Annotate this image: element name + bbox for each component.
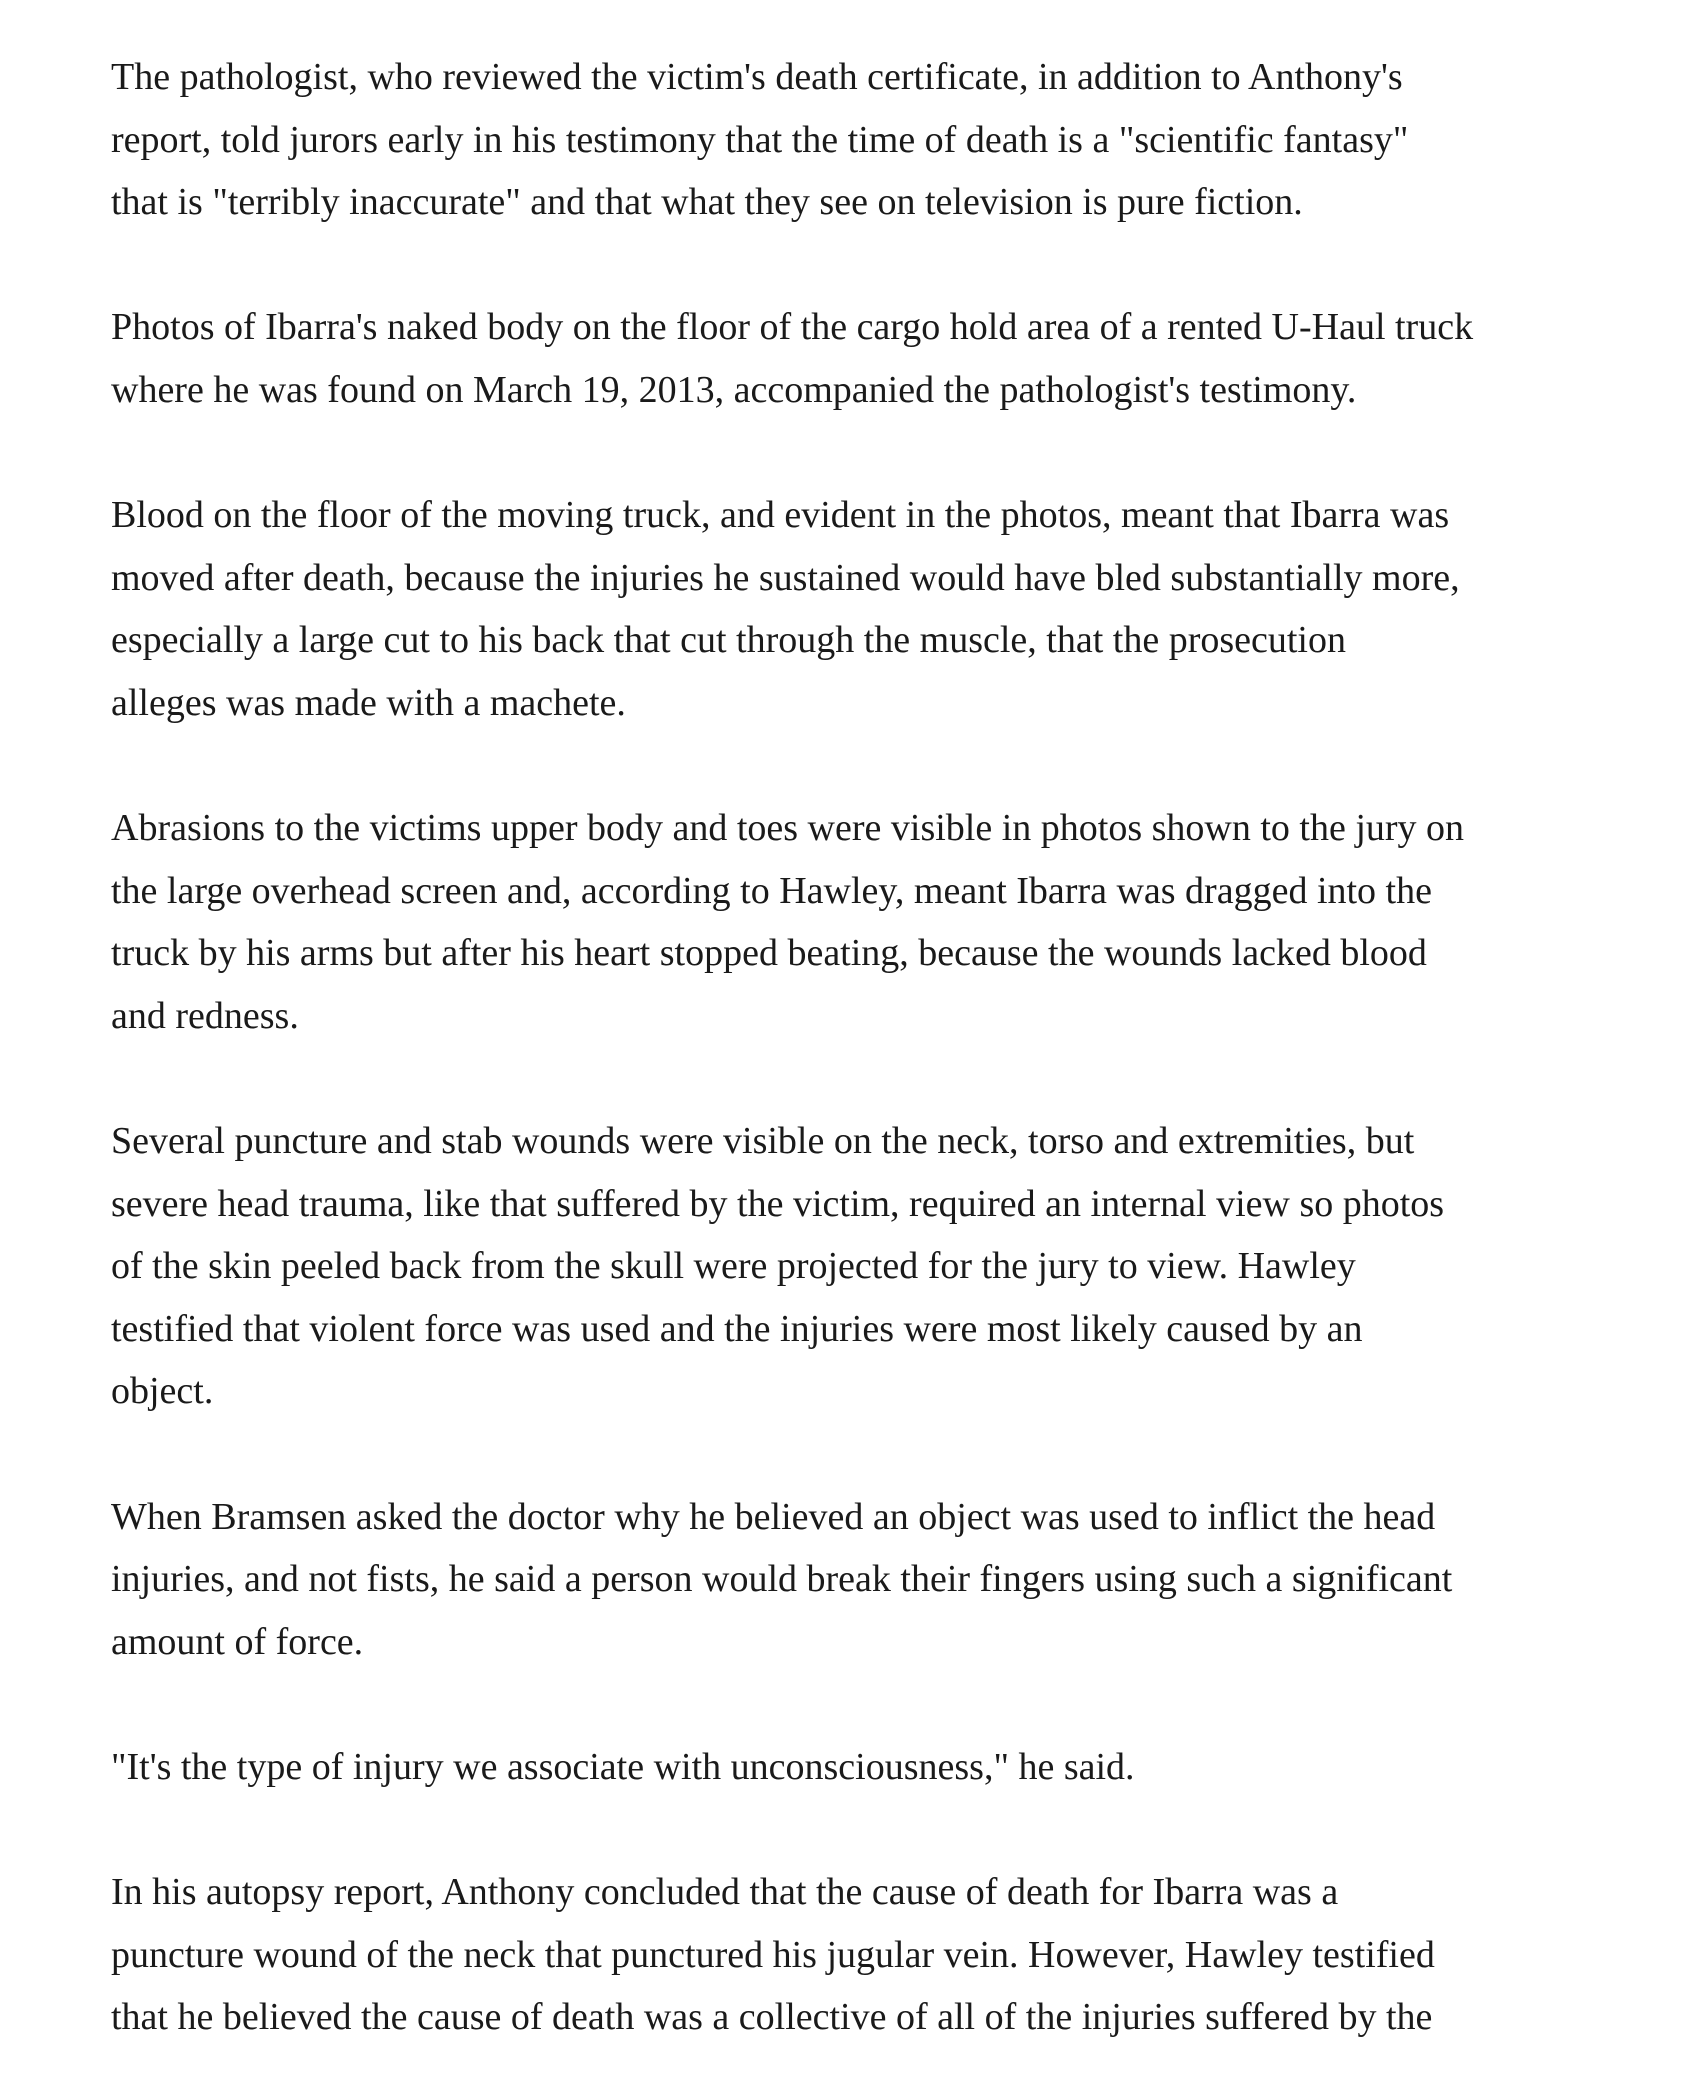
paragraph-line: Several puncture and stab wounds were visible on the neck, torso and extremities, but	[111, 1120, 1415, 1163]
paragraph-quote	[111, 1736, 1601, 1799]
paragraph-line: Photos of Ibarra's naked body on the floor of the cargo hold area of a rented U-Haul truck	[111, 306, 1474, 349]
paragraph-line: alleges was made with a machete.	[111, 681, 626, 724]
paragraph-line: When Bramsen asked the doctor why he believed an object was used to inflict the head	[111, 1495, 1436, 1538]
paragraph-photos-of-body	[111, 296, 1601, 421]
paragraph-line: report, told jurors early in his testimony that the time of death is a "scientific fantasy"	[111, 118, 1409, 161]
paragraph-line: especially a large cut to his back that cut through the muscle, that the prosecution	[111, 619, 1346, 662]
paragraph-abrasions	[111, 797, 1601, 1047]
paragraph-puncture-wounds	[111, 1110, 1601, 1423]
paragraph-line: moved after death, because the injuries he sustained would have bled substantially more,	[111, 556, 1460, 599]
paragraph-line: of the skin peeled back from the skull were projected for the jury to view. Hawley	[111, 1245, 1356, 1288]
paragraph-line: truck by his arms but after his heart stopped beating, because the wounds lacked blood	[111, 932, 1427, 975]
paragraph-line: the large overhead screen and, according to Hawley, meant Ibarra was dragged into the	[111, 869, 1432, 912]
article-body	[111, 46, 1601, 2049]
paragraph-line: object.	[111, 1370, 214, 1413]
paragraph-line: Blood on the floor of the moving truck, and evident in the photos, meant that Ibarra was	[111, 494, 1450, 537]
paragraph-line: "It's the type of injury we associate with unconsciousness," he said.	[111, 1746, 1135, 1789]
paragraph-bramsen-question	[111, 1486, 1601, 1674]
paragraph-line: puncture wound of the neck that punctured his jugular vein. However, Hawley testified	[111, 1933, 1435, 1976]
paragraph-line: amount of force.	[111, 1620, 364, 1663]
paragraph-blood-on-floor	[111, 484, 1601, 734]
paragraph-pathologist-review	[111, 46, 1601, 234]
paragraph-line: Abrasions to the victims upper body and toes were visible in photos shown to the jury on	[111, 807, 1465, 850]
paragraph-line: that he believed the cause of death was a collective of all of the injuries suffered by the	[111, 1996, 1433, 2039]
paragraph-line: that is "terribly inaccurate" and that what they see on television is pure fiction.	[111, 181, 1303, 224]
paragraph-line: The pathologist, who reviewed the victim's death certificate, in addition to Anthony's	[111, 56, 1403, 98]
paragraph-line: where he was found on March 19, 2013, accompanied the pathologist's testimony.	[111, 368, 1357, 411]
paragraph-line: and redness.	[111, 994, 299, 1037]
paragraph-autopsy-report	[111, 1861, 1601, 2049]
paragraph-line: severe head trauma, like that suffered by the victim, required an internal view so photos	[111, 1182, 1445, 1225]
paragraph-line: testified that violent force was used and the injuries were most likely caused by an	[111, 1307, 1363, 1350]
paragraph-line: injuries, and not fists, he said a person would break their fingers using such a significant	[111, 1558, 1453, 1601]
paragraph-line: In his autopsy report, Anthony concluded that the cause of death for Ibarra was a	[111, 1871, 1339, 1914]
